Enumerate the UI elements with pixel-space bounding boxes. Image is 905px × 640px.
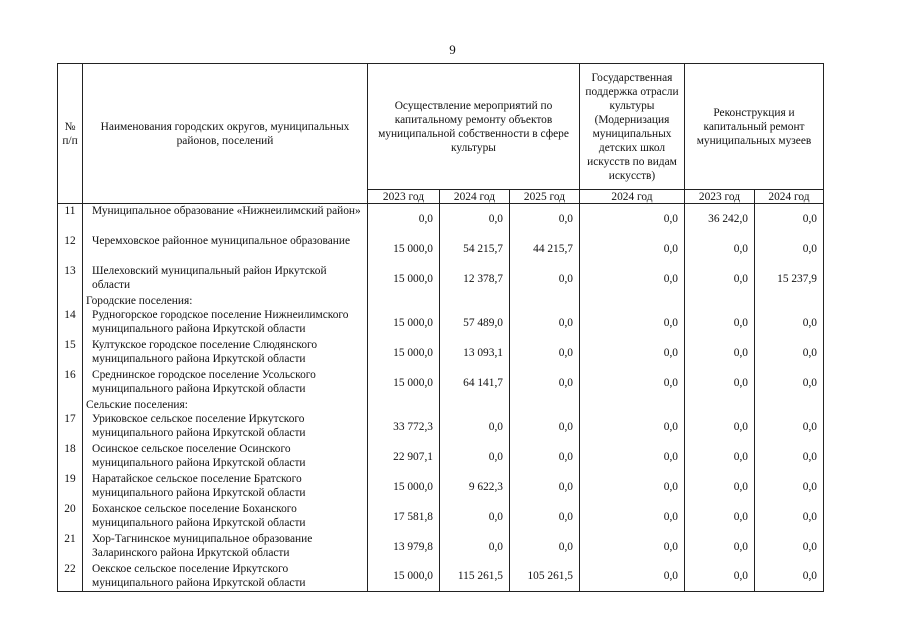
value-cell [685, 398, 755, 412]
value-cell: 0,0 [685, 412, 755, 442]
value-cell: 0,0 [580, 204, 685, 234]
row-number: 21 [58, 532, 83, 562]
value-cell: 0,0 [755, 532, 824, 562]
municipality-name: Среднинское городское поселение Усольского муниципального района Иркутской области [83, 368, 368, 398]
value-cell: 33 772,3 [368, 412, 440, 442]
section-title: Городские поселения: [83, 294, 368, 308]
header-year: 2024 год [755, 190, 824, 204]
value-cell: 15 000,0 [368, 308, 440, 338]
value-cell: 0,0 [510, 532, 580, 562]
value-cell: 0,0 [685, 308, 755, 338]
page-number: 9 [449, 42, 456, 57]
header-name: Наименования городских округов, муниципальных районов, поселений [83, 64, 368, 204]
value-cell: 0,0 [685, 338, 755, 368]
value-cell: 105 261,5 [510, 562, 580, 592]
value-cell: 0,0 [580, 472, 685, 502]
value-cell: 44 215,7 [510, 234, 580, 264]
value-cell [510, 398, 580, 412]
value-cell [580, 398, 685, 412]
table-row [58, 338, 824, 368]
value-cell: 0,0 [755, 368, 824, 398]
value-cell: 0,0 [755, 308, 824, 338]
value-cell: 15 000,0 [368, 472, 440, 502]
value-cell: 0,0 [510, 338, 580, 368]
value-cell: 0,0 [580, 442, 685, 472]
municipality-name: Наратайское сельское поселение Братского муниципального района Иркутской области [83, 472, 368, 502]
header-year: 2025 год [510, 190, 580, 204]
value-cell: 0,0 [580, 308, 685, 338]
header-year: 2024 год [440, 190, 510, 204]
municipality-name: Шелеховский муниципальный район Иркутской области [83, 264, 368, 294]
value-cell: 0,0 [510, 472, 580, 502]
value-cell: 0,0 [510, 204, 580, 234]
value-cell [510, 294, 580, 308]
value-cell: 0,0 [368, 204, 440, 234]
table-body [58, 204, 824, 592]
value-cell: 9 622,3 [440, 472, 510, 502]
table-row [58, 308, 824, 338]
value-cell: 0,0 [755, 502, 824, 532]
value-cell: 0,0 [755, 442, 824, 472]
value-cell [755, 398, 824, 412]
value-cell: 36 242,0 [685, 204, 755, 234]
municipality-name: Боханское сельское поселение Боханского муниципального района Иркутской области [83, 502, 368, 532]
value-cell: 57 489,0 [440, 308, 510, 338]
value-cell: 0,0 [755, 412, 824, 442]
row-number: 13 [58, 264, 83, 294]
value-cell: 115 261,5 [440, 562, 510, 592]
value-cell: 13 093,1 [440, 338, 510, 368]
table-row [58, 502, 824, 532]
header-year: 2024 год [580, 190, 685, 204]
table-row [58, 234, 824, 264]
value-cell: 0,0 [440, 412, 510, 442]
value-cell: 0,0 [685, 264, 755, 294]
value-cell: 0,0 [440, 532, 510, 562]
value-cell: 17 581,8 [368, 502, 440, 532]
municipality-name: Муниципальное образование «Нижнеилимский район» [83, 204, 368, 234]
row-number: 17 [58, 412, 83, 442]
value-cell: 0,0 [580, 368, 685, 398]
value-cell: 0,0 [755, 234, 824, 264]
value-cell: 0,0 [440, 442, 510, 472]
value-cell: 0,0 [580, 502, 685, 532]
row-number [58, 398, 83, 412]
row-number: 20 [58, 502, 83, 532]
value-cell [580, 294, 685, 308]
value-cell: 0,0 [580, 338, 685, 368]
value-cell: 0,0 [755, 204, 824, 234]
value-cell: 15 000,0 [368, 234, 440, 264]
value-cell: 22 907,1 [368, 442, 440, 472]
table-row [58, 562, 824, 592]
table-row [58, 204, 824, 234]
value-cell: 0,0 [580, 412, 685, 442]
value-cell: 15 000,0 [368, 264, 440, 294]
table-row [58, 442, 824, 472]
value-cell [755, 294, 824, 308]
table-row [58, 412, 824, 442]
row-number: 19 [58, 472, 83, 502]
table-row [58, 368, 824, 398]
value-cell: 15 000,0 [368, 562, 440, 592]
value-cell: 0,0 [510, 412, 580, 442]
row-number: 14 [58, 308, 83, 338]
value-cell: 0,0 [685, 562, 755, 592]
table-row [58, 532, 824, 562]
value-cell: 0,0 [755, 338, 824, 368]
section-title: Сельские поселения: [83, 398, 368, 412]
row-number: 12 [58, 234, 83, 264]
municipality-name: Осинское сельское поселение Осинского муниципального района Иркутской области [83, 442, 368, 472]
table-row [58, 472, 824, 502]
row-number: 16 [58, 368, 83, 398]
value-cell: 0,0 [685, 532, 755, 562]
row-number: 18 [58, 442, 83, 472]
value-cell: 0,0 [580, 532, 685, 562]
row-number: 15 [58, 338, 83, 368]
municipality-name: Рудногорское городское поселение Нижнеилимского муниципального района Иркутской области [83, 308, 368, 338]
value-cell: 0,0 [685, 234, 755, 264]
header-year: 2023 год [368, 190, 440, 204]
value-cell: 15 000,0 [368, 368, 440, 398]
value-cell: 0,0 [510, 264, 580, 294]
value-cell: 0,0 [580, 264, 685, 294]
value-cell: 13 979,8 [368, 532, 440, 562]
header-group-capital-repair: Осуществление мероприятий по капитальному ремонту объектов муниципальной собственности в сфере культуры [368, 64, 580, 190]
municipality-name: Черемховское районное муниципальное образование [83, 234, 368, 264]
value-cell: 0,0 [440, 502, 510, 532]
funding-table [57, 63, 824, 592]
value-cell: 64 141,7 [440, 368, 510, 398]
row-number [58, 294, 83, 308]
value-cell: 0,0 [510, 368, 580, 398]
header-group-state-support: Государственная поддержка отрасли культуры (Модернизация муниципальных детских школ искусств по видам искусств) [580, 64, 685, 190]
value-cell: 0,0 [440, 204, 510, 234]
municipality-name: Култукское городское поселение Слюдянского муниципального района Иркутской области [83, 338, 368, 368]
value-cell: 0,0 [510, 442, 580, 472]
value-cell: 0,0 [685, 502, 755, 532]
value-cell: 15 237,9 [755, 264, 824, 294]
value-cell: 0,0 [580, 562, 685, 592]
value-cell [685, 294, 755, 308]
value-cell: 0,0 [510, 308, 580, 338]
value-cell: 54 215,7 [440, 234, 510, 264]
value-cell [440, 398, 510, 412]
value-cell: 0,0 [580, 234, 685, 264]
value-cell: 0,0 [755, 562, 824, 592]
header-year: 2023 год [685, 190, 755, 204]
value-cell [368, 398, 440, 412]
value-cell: 0,0 [685, 442, 755, 472]
value-cell: 0,0 [510, 502, 580, 532]
value-cell [440, 294, 510, 308]
municipality-name: Оекское сельское поселение Иркутского муниципального района Иркутской области [83, 562, 368, 592]
row-number: 11 [58, 204, 83, 234]
value-cell: 0,0 [685, 472, 755, 502]
row-number: 22 [58, 562, 83, 592]
table-row [58, 264, 824, 294]
municipality-name: Уриковское сельское поселение Иркутского муниципального района Иркутской области [83, 412, 368, 442]
section-row [58, 398, 824, 412]
header-num: № п/п [58, 64, 83, 204]
section-row [58, 294, 824, 308]
value-cell: 0,0 [755, 472, 824, 502]
header-group-museums: Реконструкция и капитальный ремонт муниципальных музеев [685, 64, 824, 190]
value-cell [368, 294, 440, 308]
value-cell: 15 000,0 [368, 338, 440, 368]
value-cell: 12 378,7 [440, 264, 510, 294]
municipality-name: Хор-Тагнинское муниципальное образование Заларинского района Иркутской области [83, 532, 368, 562]
value-cell: 0,0 [685, 368, 755, 398]
